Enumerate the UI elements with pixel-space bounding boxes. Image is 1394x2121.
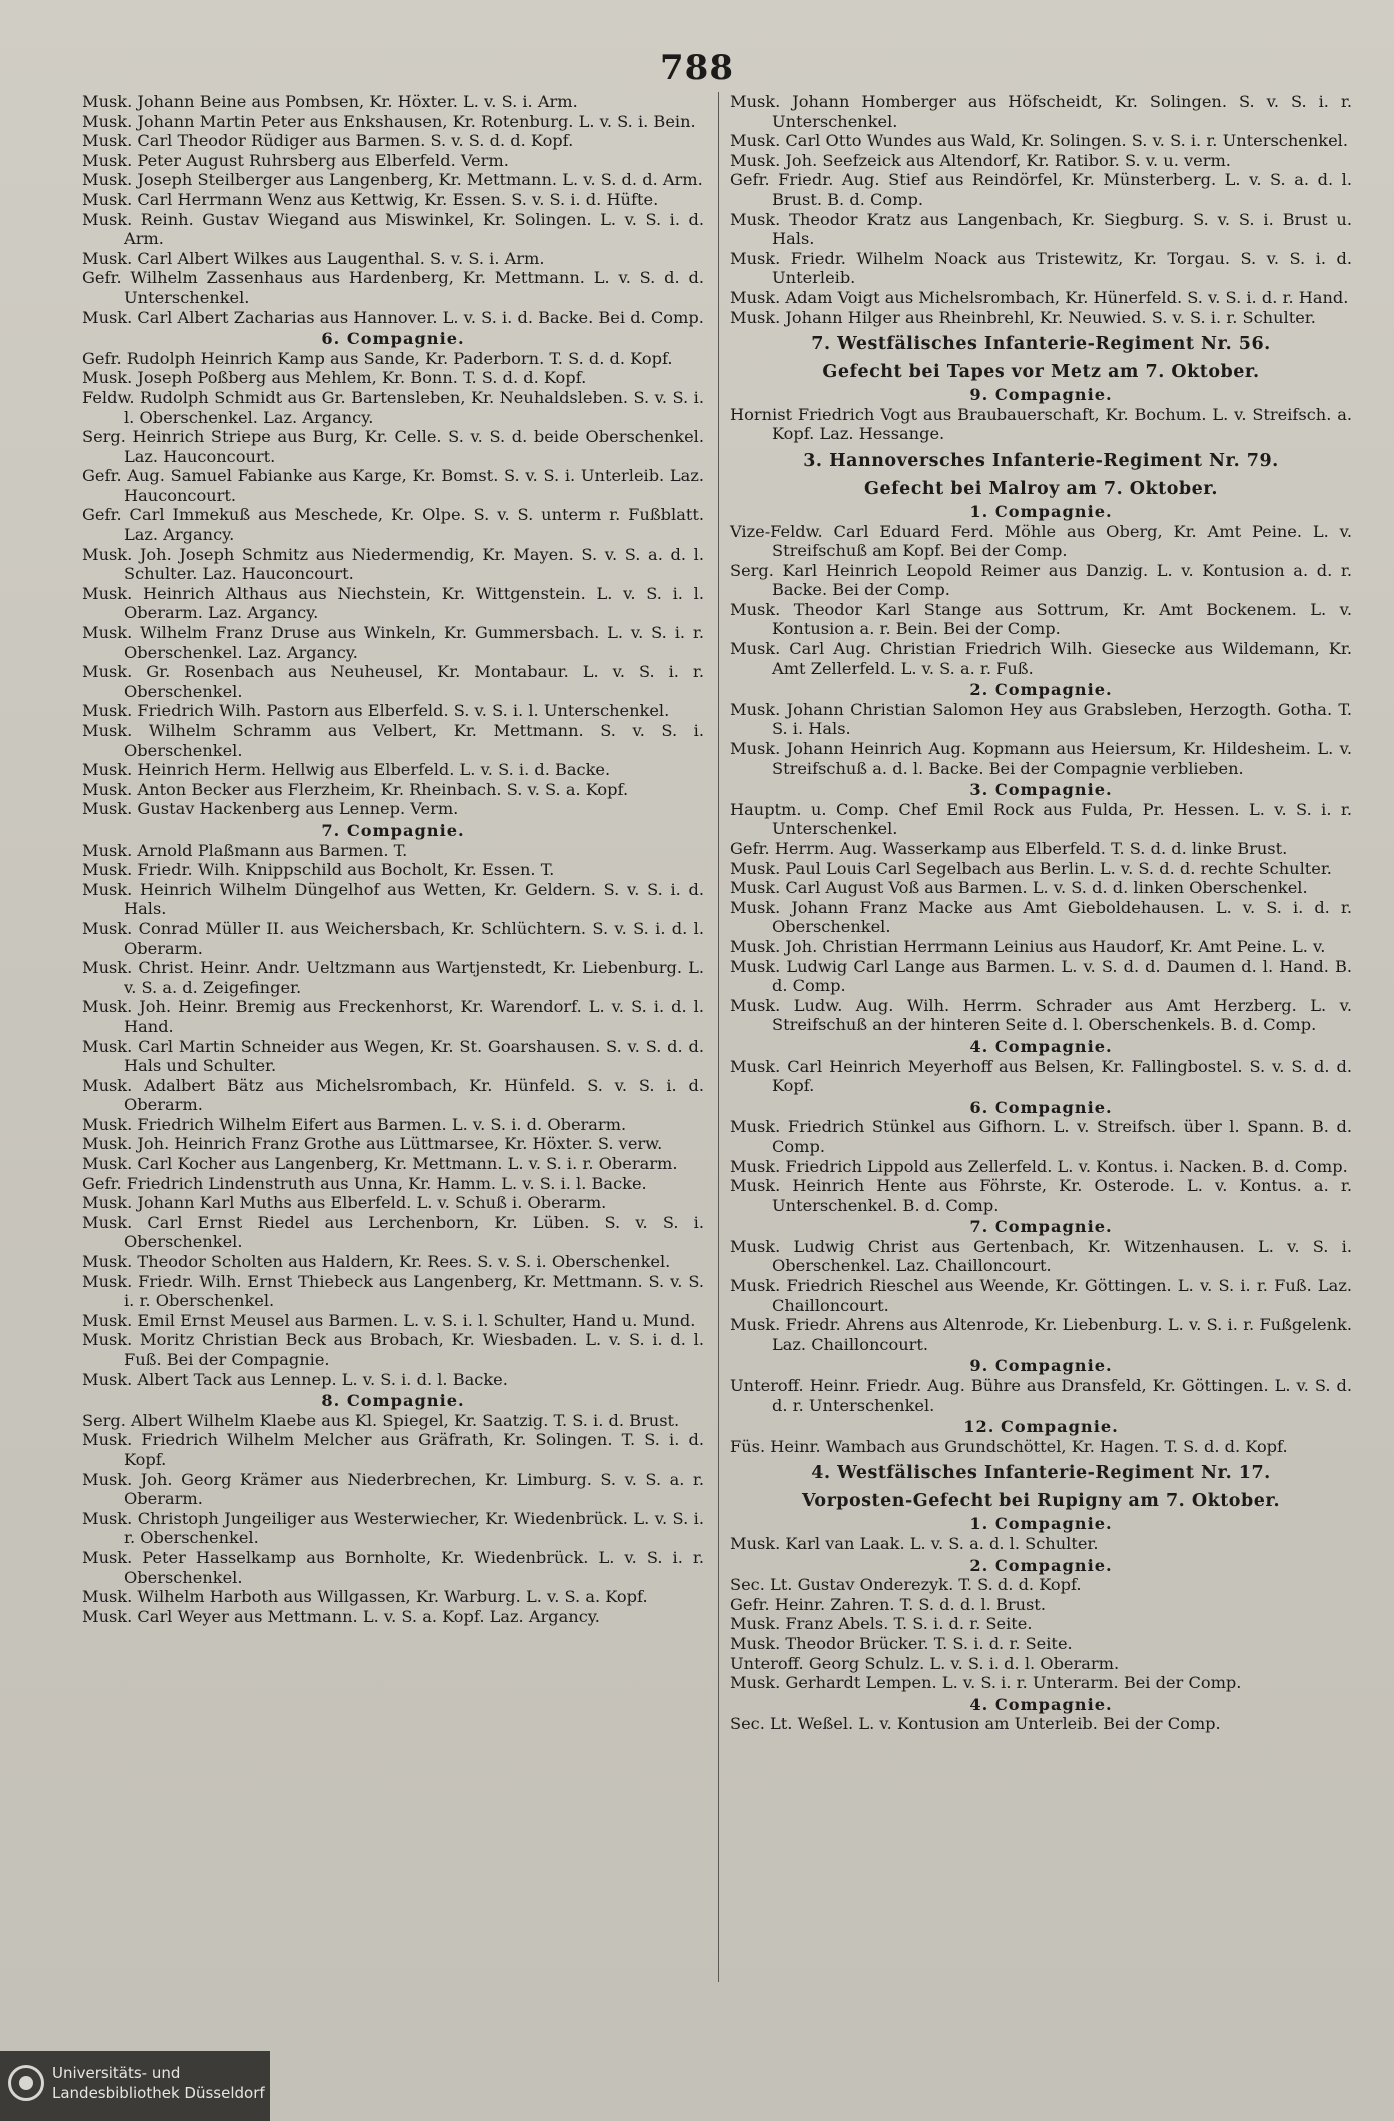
casualty-entry: Vize-Feldw. Carl Eduard Ferd. Möhle aus Oberg, Kr. Amt Peine. L. v. Streifschuß am Kopf. Bei der Comp.	[730, 521, 1352, 561]
company-heading: 2. Compagnie.	[969, 1555, 1113, 1575]
company-heading: 1. Compagnie.	[969, 1514, 1113, 1534]
casualty-entry: Musk. Joh. Heinr. Bremig aus Freckenhorst, Kr. Warendorf. L. v. S. i. d. l. Hand.	[82, 997, 704, 1036]
regiment-heading: 3. Hannoversches Infanterie-Regiment Nr. 79.	[803, 450, 1279, 471]
casualty-entry: Musk. Johann Homberger aus Höfscheidt, Kr. Solingen. S. v. S. i. r. Unterschenkel.	[730, 92, 1352, 131]
left-column	[82, 92, 704, 1626]
regiment-heading: 7. Westfälisches Infanterie-Regiment Nr. 56.	[811, 334, 1271, 355]
casualty-entry: Musk. Johann Martin Peter aus Enkshausen, Kr. Rotenburg. L. v. S. i. Bein.	[82, 111, 696, 131]
casualty-entry: Musk. Peter Hasselkamp aus Bornholte, Kr. Wiedenbrück. L. v. S. i. r. Oberschenkel.	[82, 1547, 704, 1587]
casualty-entry: Musk. Wilhelm Schramm aus Velbert, Kr. Mettmann. S. v. S. i. Oberschenkel.	[82, 721, 704, 760]
casualty-entry: Musk. Reinh. Gustav Wiegand aus Miswinkel, Kr. Solingen. L. v. S. i. d. Arm.	[82, 209, 704, 249]
casualty-entry: Gefr. Friedr. Aug. Stief aus Reindörfel, Kr. Münsterberg. L. v. S. a. d. l. Brust. B. d. Comp.	[730, 170, 1352, 209]
casualty-entry: Musk. Johann Hilger aus Rheinbrehl, Kr. Neuwied. S. v. S. i. r. Schulter.	[730, 307, 1316, 327]
casualty-entry: Musk. Theodor Scholten aus Haldern, Kr. Rees. S. v. S. i. Oberschenkel.	[82, 1252, 671, 1272]
casualty-entry: Musk. Johann Christian Salomon Hey aus Grabsleben, Herzogth. Gotha. T. S. i. Hals.	[730, 699, 1352, 739]
casualty-entry: Musk. Carl Herrmann Wenz aus Kettwig, Kr. Essen. S. v. S. i. d. Hüfte.	[82, 189, 659, 209]
casualty-entry: Musk. Anton Becker aus Flerzheim, Kr. Rheinbach. S. v. S. a. Kopf.	[82, 779, 629, 799]
casualty-entry: Musk. Joh. Christian Herrmann Leinius aus Haudorf, Kr. Amt Peine. L. v.	[730, 936, 1326, 956]
company-heading: 3. Compagnie.	[969, 780, 1113, 800]
company-heading: 9. Compagnie.	[969, 385, 1113, 405]
casualty-entry: Musk. Ludwig Carl Lange aus Barmen. L. v. S. d. d. Daumen d. l. Hand. B. d. Comp.	[730, 956, 1352, 996]
casualty-entry: Musk. Carl Theodor Rüdiger aus Barmen. S. v. S. d. d. Kopf.	[82, 131, 574, 151]
casualty-entry: Unteroff. Heinr. Friedr. Aug. Bühre aus Dransfeld, Kr. Göttingen. L. v. S. d. d. r. Unterschenkel.	[730, 1376, 1352, 1415]
casualty-entry: Musk. Emil Ernst Meusel aus Barmen. L. v. S. i. l. Schulter, Hand u. Mund.	[82, 1310, 696, 1330]
casualty-entry: Musk. Carl Kocher aus Langenberg, Kr. Mettmann. L. v. S. i. r. Oberarm.	[82, 1154, 678, 1174]
casualty-entry: Musk. Friedrich Wilhelm Melcher aus Gräfrath, Kr. Solingen. T. S. i. d. Kopf.	[82, 1430, 704, 1469]
company-heading: 7. Compagnie.	[321, 820, 465, 840]
company-heading: 6. Compagnie.	[969, 1097, 1113, 1117]
company-heading: 9. Compagnie.	[969, 1356, 1113, 1376]
library-name-line1: Universitäts- und	[52, 2064, 181, 2082]
casualty-entry: Musk. Johann Heinrich Aug. Kopmann aus Heiersum, Kr. Hildesheim. L. v. Streifschuß a. d. l. Backe. Bei der Compagnie verblieben.	[730, 739, 1352, 778]
regiment-heading: Gefecht bei Malroy am 7. Oktober.	[864, 478, 1218, 499]
casualty-entry: Musk. Friedr. Wilhelm Noack aus Tristewitz, Kr. Torgau. S. v. S. i. d. Unterleib.	[730, 248, 1352, 288]
casualty-entry: Sec. Lt. Gustav Onderezyk. T. S. d. d. Kopf.	[730, 1575, 1082, 1595]
casualty-entry: Musk. Joh. Georg Krämer aus Niederbrechen, Kr. Limburg. S. v. S. a. r. Oberarm.	[82, 1469, 704, 1509]
casualty-entry: Gefr. Rudolph Heinrich Kamp aus Sande, Kr. Paderborn. T. S. d. d. Kopf.	[82, 348, 673, 368]
regiment-heading: Gefecht bei Tapes vor Metz am 7. Oktober.	[822, 362, 1260, 383]
casualty-entry: Musk. Heinrich Hente aus Föhrste, Kr. Osterode. L. v. Kontus. a. r. Unterschenkel. B. d. Comp.	[730, 1176, 1352, 1215]
company-heading: 2. Compagnie.	[969, 680, 1113, 700]
casualty-entry: Musk. Karl van Laak. L. v. S. a. d. l. Schulter.	[730, 1534, 1099, 1553]
casualty-entry: Musk. Christoph Jungeiliger aus Westerwiecher, Kr. Wiedenbrück. L. v. S. i. r. Oberschenkel.	[82, 1508, 704, 1548]
page-number: 788	[660, 48, 734, 88]
casualty-entry: Musk. Moritz Christian Beck aus Brobach, Kr. Wiesbaden. L. v. S. i. d. l. Fuß. Bei der Compagnie.	[82, 1330, 704, 1369]
casualty-entry: Musk. Franz Abels. T. S. i. d. r. Seite.	[730, 1614, 1033, 1634]
casualty-entry: Musk. Heinrich Althaus aus Niechstein, Kr. Wittgenstein. L. v. S. i. l. Oberarm. Laz. Argancy.	[82, 583, 704, 623]
casualty-entry: Hauptm. u. Comp. Chef Emil Rock aus Fulda, Pr. Hessen. L. v. S. i. r. Unterschenkel.	[730, 799, 1352, 839]
casualty-entry: Musk. Wilhelm Harboth aus Willgassen, Kr. Warburg. L. v. S. a. Kopf.	[82, 1587, 648, 1607]
casualty-entry: Musk. Arnold Plaßmann aus Barmen. T.	[82, 840, 408, 860]
casualty-entry: Füs. Heinr. Wambach aus Grundschöttel, Kr. Hagen. T. S. d. d. Kopf.	[730, 1436, 1288, 1456]
casualty-entry: Unteroff. Georg Schulz. L. v. S. i. d. l. Oberarm.	[730, 1653, 1120, 1673]
casualty-entry: Musk. Theodor Brücker. T. S. i. d. r. Seite.	[730, 1633, 1073, 1653]
casualty-entry: Musk. Friedr. Wilh. Ernst Thiebeck aus Langenberg, Kr. Mettmann. S. v. S. i. r. Oberschenkel.	[82, 1271, 704, 1311]
casualty-entry: Musk. Carl August Voß aus Barmen. L. v. S. d. d. linken Oberschenkel.	[730, 878, 1308, 898]
casualty-entry: Musk. Carl Otto Wundes aus Wald, Kr. Solingen. S. v. S. i. r. Unterschenkel.	[730, 131, 1349, 151]
library-footer	[0, 2051, 270, 2121]
casualty-entry: Gefr. Carl Immekuß aus Meschede, Kr. Olpe. S. v. S. unterm r. Fußblatt. Laz. Argancy.	[82, 505, 704, 545]
casualty-entry: Musk. Heinrich Wilhelm Düngelhof aus Wetten, Kr. Geldern. S. v. S. i. d. Hals.	[82, 879, 704, 919]
casualty-entry: Musk. Johann Beine aus Pombsen, Kr. Höxter. L. v. S. i. Arm.	[82, 92, 578, 111]
casualty-entry: Serg. Albert Wilhelm Klaebe aus Kl. Spiegel, Kr. Saatzig. T. S. i. d. Brust.	[82, 1410, 680, 1430]
casualty-entry: Musk. Carl Martin Schneider aus Wegen, Kr. St. Goarshausen. S. v. S. d. d. Hals und Schulter.	[82, 1036, 704, 1076]
casualty-entry: Musk. Carl Ernst Riedel aus Lerchenborn, Kr. Lüben. S. v. S. i. Oberschenkel.	[82, 1212, 704, 1252]
casualty-entry: Gefr. Herrm. Aug. Wasserkamp aus Elberfeld. T. S. d. d. linke Brust.	[730, 839, 1288, 858]
company-heading: 4. Compagnie.	[969, 1036, 1113, 1056]
casualty-entry: Musk. Johann Franz Macke aus Amt Gieboldehausen. L. v. S. i. d. r. Oberschenkel.	[730, 897, 1352, 937]
casualty-entry: Musk. Friedrich Wilh. Pastorn aus Elberfeld. S. v. S. i. l. Unterschenkel.	[82, 701, 670, 721]
regiment-heading: 4. Westfälisches Infanterie-Regiment Nr. 17.	[811, 1463, 1271, 1484]
casualty-entry: Serg. Karl Heinrich Leopold Reimer aus Danzig. L. v. Kontusion a. d. r. Backe. Bei der Comp.	[730, 560, 1352, 600]
casualty-entry: Musk. Friedrich Rieschel aus Weende, Kr. Göttingen. L. v. S. i. r. Fuß. Laz. Chailloncourt.	[730, 1276, 1352, 1315]
company-heading: 8. Compagnie.	[321, 1391, 465, 1411]
casualty-entry: Musk. Joh. Joseph Schmitz aus Niedermendig, Kr. Mayen. S. v. S. a. d. l. Schulter. Laz. Hauconcourt.	[82, 544, 704, 584]
casualty-entry: Musk. Carl Weyer aus Mettmann. L. v. S. a. Kopf. Laz. Argancy.	[82, 1606, 600, 1626]
company-heading: 1. Compagnie.	[969, 501, 1113, 521]
right-column	[730, 92, 1352, 1734]
casualty-entry: Musk. Paul Louis Carl Segelbach aus Berlin. L. v. S. d. d. rechte Schulter.	[730, 858, 1332, 878]
casualty-entry: Musk. Joh. Seefzeick aus Altendorf, Kr. Ratibor. S. v. u. verm.	[730, 150, 1231, 170]
casualty-entry: Gefr. Friedrich Lindenstruth aus Unna, Kr. Hamm. L. v. S. i. l. Backe.	[82, 1173, 647, 1193]
casualty-entry: Musk. Gustav Hackenberg aus Lennep. Verm.	[82, 799, 459, 819]
casualty-entry: Musk. Carl Aug. Christian Friedrich Wilh. Giesecke aus Wildemann, Kr. Amt Zellerfeld. L. v. S. a. r. Fuß.	[730, 639, 1352, 678]
casualty-entry: Musk. Friedrich Stünkel aus Gifhorn. L. v. Streifsch. über l. Spann. B. d. Comp.	[730, 1117, 1352, 1156]
casualty-entry: Musk. Joh. Heinrich Franz Grothe aus Lüttmarsee, Kr. Höxter. S. verw.	[82, 1134, 663, 1154]
casualty-entry: Feldw. Rudolph Schmidt aus Gr. Bartensleben, Kr. Neuhaldsleben. S. v. S. i. l. Oberschenkel. Laz. Argancy.	[82, 387, 704, 427]
casualty-entry: Musk. Friedr. Wilh. Knippschild aus Bocholt, Kr. Essen. T.	[82, 860, 555, 880]
casualty-entry: Musk. Wilhelm Franz Druse aus Winkeln, Kr. Gummersbach. L. v. S. i. r. Oberschenkel. Laz. Argancy.	[82, 623, 704, 662]
casualty-entry: Musk. Gr. Rosenbach aus Neuheusel, Kr. Montabaur. L. v. S. i. r. Oberschenkel.	[82, 662, 704, 701]
casualty-entry: Musk. Adalbert Bätz aus Michelsrombach, Kr. Hünfeld. S. v. S. i. d. Oberarm.	[82, 1075, 704, 1115]
company-heading: 6. Compagnie.	[321, 329, 465, 349]
casualty-entry: Musk. Christ. Heinr. Andr. Ueltzmann aus Wartjenstedt, Kr. Liebenburg. L. v. S. a. d. Zeigefinger.	[82, 958, 704, 997]
casualty-entry: Musk. Ludwig Christ aus Gertenbach, Kr. Witzenhausen. L. v. S. i. Oberschenkel. Laz. Chailloncourt.	[730, 1236, 1352, 1276]
casualty-entry: Sec. Lt. Weßel. L. v. Kontusion am Unterleib. Bei der Comp.	[730, 1714, 1221, 1734]
casualty-entry: Musk. Johann Karl Muths aus Elberfeld. L. v. Schuß i. Oberarm.	[82, 1193, 607, 1213]
casualty-entry: Musk. Friedrich Wilhelm Eifert aus Barmen. L. v. S. i. d. Oberarm.	[82, 1114, 627, 1134]
casualty-entry: Musk. Gerhardt Lempen. L. v. S. i. r. Unterarm. Bei der Comp.	[730, 1673, 1242, 1693]
casualty-entry: Musk. Friedr. Ahrens aus Altenrode, Kr. Liebenburg. L. v. S. i. r. Fußgelenk. Laz. Chailloncourt.	[730, 1315, 1352, 1354]
casualty-entry: Musk. Adam Voigt aus Michelsrombach, Kr. Hünerfeld. S. v. S. i. d. r. Hand.	[730, 287, 1349, 307]
casualty-entry: Musk. Conrad Müller II. aus Weichersbach, Kr. Schlüchtern. S. v. S. i. d. l. Oberarm.	[82, 918, 704, 958]
casualty-entry: Musk. Carl Albert Zacharias aus Hannover. L. v. S. i. d. Backe. Bei d. Comp.	[82, 307, 704, 327]
casualty-entry: Gefr. Wilhelm Zassenhaus aus Hardenberg, Kr. Mettmann. L. v. S. d. d. Unterschenkel.	[82, 268, 704, 307]
casualty-entry: Gefr. Heinr. Zahren. T. S. d. d. l. Brust.	[730, 1594, 1046, 1614]
casualty-entry: Musk. Carl Albert Wilkes aus Laugenthal. S. v. S. i. Arm.	[82, 248, 545, 268]
casualty-entry: Serg. Heinrich Striepe aus Burg, Kr. Celle. S. v. S. d. beide Oberschenkel. Laz. Hauconcourt.	[82, 427, 704, 466]
casualty-entry: Musk. Heinrich Herm. Hellwig aus Elberfeld. L. v. S. i. d. Backe.	[82, 760, 611, 780]
casualty-entry: Musk. Joseph Steilberger aus Langenberg, Kr. Mettmann. L. v. S. d. d. Arm.	[82, 170, 703, 190]
casualty-entry: Musk. Joseph Poßberg aus Mehlem, Kr. Bonn. T. S. d. d. Kopf.	[82, 368, 587, 388]
casualty-entry: Musk. Ludw. Aug. Wilh. Herrm. Schrader aus Amt Herzberg. L. v. Streifschuß an der hinteren Seite d. l. Oberschenkels. B. d. Comp.	[730, 995, 1352, 1035]
casualty-entry: Hornist Friedrich Vogt aus Braubauerschaft, Kr. Bochum. L. v. Streifsch. a. Kopf. Laz. Hessange.	[730, 404, 1352, 444]
casualty-entry: Musk. Theodor Kratz aus Langenbach, Kr. Siegburg. S. v. S. i. Brust u. Hals.	[730, 209, 1352, 249]
regiment-heading: Vorposten-Gefecht bei Rupigny am 7. Oktober.	[801, 1491, 1281, 1512]
casualty-entry: Musk. Theodor Karl Stange aus Sottrum, Kr. Amt Bockenem. L. v. Kontusion a. r. Bein. Bei der Comp.	[730, 599, 1352, 639]
casualty-entry: Musk. Friedrich Lippold aus Zellerfeld. L. v. Kontus. i. Nacken. B. d. Comp.	[730, 1156, 1348, 1176]
library-name	[52, 2063, 265, 2103]
ulb-logo-icon	[8, 2065, 44, 2101]
company-heading: 12. Compagnie.	[963, 1417, 1119, 1437]
library-name-line2: Landesbibliothek Düsseldorf	[52, 2084, 265, 2102]
casualty-entry: Musk. Albert Tack aus Lennep. L. v. S. i. d. l. Backe.	[82, 1369, 508, 1389]
casualty-entry: Musk. Peter August Ruhrsberg aus Elberfeld. Verm.	[82, 150, 509, 170]
casualty-entry: Musk. Carl Heinrich Meyerhoff aus Belsen, Kr. Fallingbostel. S. v. S. d. d. Kopf.	[730, 1056, 1352, 1096]
casualty-entry: Gefr. Aug. Samuel Fabianke aus Karge, Kr. Bomst. S. v. S. i. Unterleib. Laz. Hauconcourt.	[82, 466, 704, 505]
company-heading: 7. Compagnie.	[969, 1217, 1113, 1237]
column-divider	[718, 92, 719, 1982]
company-heading: 4. Compagnie.	[969, 1694, 1113, 1714]
